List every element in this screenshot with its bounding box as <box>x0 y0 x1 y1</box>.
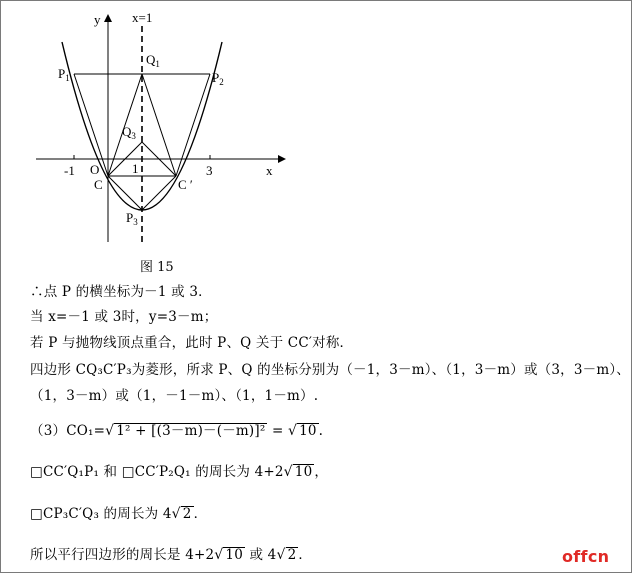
perimeter-2-label: □CP₃C′Q₃ 的周长为 4 <box>30 506 172 522</box>
c-prime-label: C ′ <box>178 177 193 192</box>
perimeter-1-label: □CC′Q₁P₁ 和 □CC′P₂Q₁ 的周长为 4+2 <box>30 464 284 480</box>
co1-label: （3）CO₁= <box>30 423 106 439</box>
sqrt-icon: √ <box>105 423 115 439</box>
p2-label: $P_2$ <box>212 70 224 87</box>
sqrt-icon: √ <box>214 547 224 563</box>
text-line-6 <box>30 419 323 439</box>
q1-cprime-line <box>142 74 176 176</box>
q3-label: $Q_3$ <box>122 124 136 141</box>
y-axis-arrow <box>104 14 112 22</box>
p1-c-line <box>74 74 108 176</box>
p2-cprime-line <box>176 74 210 176</box>
figure-caption: 图 15 <box>140 260 174 275</box>
three-label: 3 <box>206 163 213 178</box>
period: ． <box>298 547 313 563</box>
parabola-figure <box>30 6 290 251</box>
text-line-7 <box>30 460 328 480</box>
co1-radicand: 1² + [(3－m)－(－m)]² <box>116 423 266 439</box>
conclusion-label: 所以平行四边形的周长是 4+2 <box>30 547 215 563</box>
sqrt-icon: √ <box>171 506 181 522</box>
origin-label: O <box>90 162 100 177</box>
x-eq-1-label: x=1 <box>132 10 153 25</box>
text-line-4: 四边形 CQ₃C′P₃为菱形，所求 P、Q 的坐标分别为（－1，3－m）、（1，3－m）或（3，3－m）、 <box>30 362 631 378</box>
perimeter-2-radicand: 2 <box>182 506 192 522</box>
period: . <box>318 423 324 439</box>
conclusion-radicand-2: 2 <box>287 547 297 563</box>
period: ． <box>193 506 208 522</box>
q1-label: $Q_1$ <box>146 52 160 69</box>
p1-label: $P_1$ <box>58 66 70 83</box>
text-line-1: ∴点 P 的横坐标为－1 或 3． <box>30 284 212 300</box>
y-axis-label: y <box>94 12 101 27</box>
p3-cprime-line <box>142 176 176 210</box>
one-label: 1 <box>132 161 139 176</box>
text-line-3: 若 P 与抛物线顶点重合，此时 P、Q 关于 CC′对称． <box>30 335 354 351</box>
p3-label: $P_3$ <box>126 210 138 227</box>
equals-sign: = <box>267 423 288 439</box>
sqrt-icon: √ <box>287 423 298 439</box>
c-label: C <box>94 177 103 192</box>
x-axis-label: x <box>266 163 273 178</box>
sqrt-icon: √ <box>276 547 286 563</box>
co1-result: 10 <box>299 423 317 439</box>
sqrt-icon: √ <box>283 464 293 480</box>
watermark-logo: offcn <box>562 547 610 566</box>
perimeter-1-radicand: 10 <box>294 464 313 480</box>
conclusion-or: 或 4 <box>245 547 277 563</box>
text-line-9 <box>30 543 312 563</box>
minus-one-label: -1 <box>64 163 75 178</box>
comma: ， <box>314 464 329 480</box>
c-p3-line <box>108 176 142 210</box>
text-line-8 <box>30 502 207 522</box>
text-line-2: 当 x=－1 或 3时，y=3－m； <box>30 309 218 325</box>
conclusion-radicand-1: 10 <box>225 547 243 563</box>
text-line-5: （1，3－m）或（1，－1－m）、（1，1－m）. <box>30 388 319 404</box>
x-axis-arrow <box>278 155 286 163</box>
